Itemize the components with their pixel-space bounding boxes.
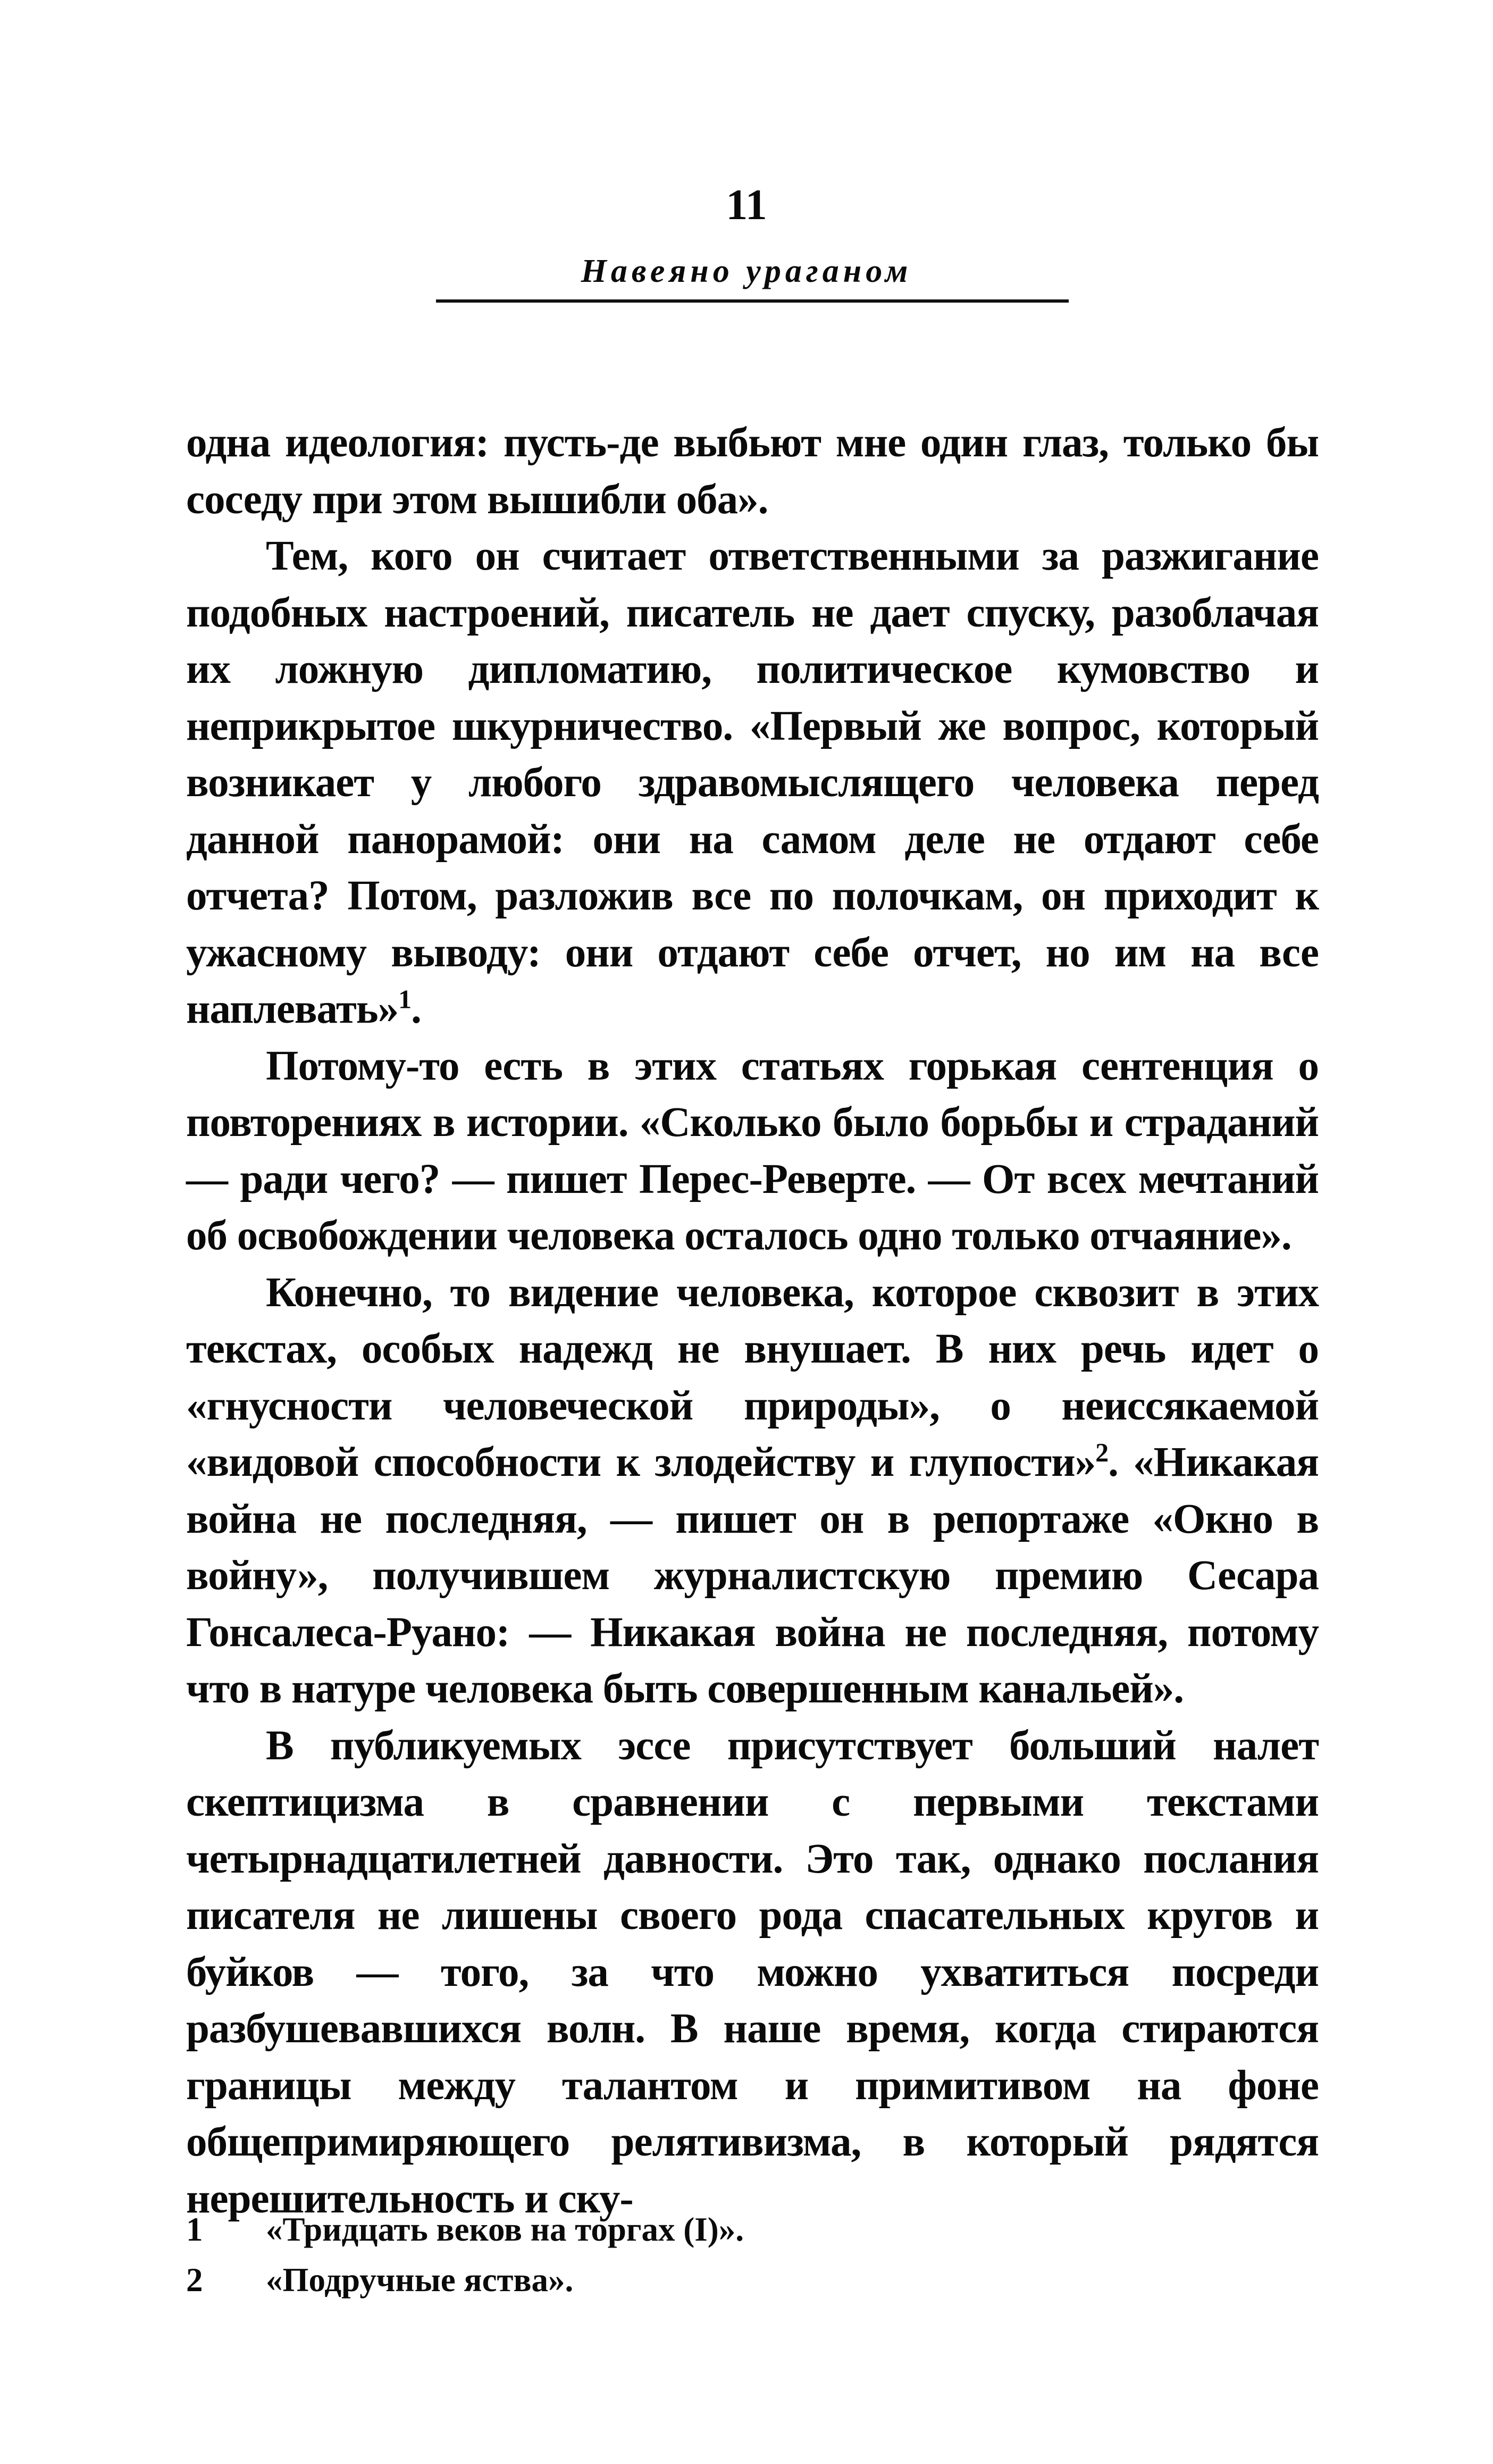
paragraph-1: одна идеология: пусть-де выбьют мне один глаз, только бы соседу при этом вышибли оба». (186, 420, 1319, 523)
paragraph-4-text-b: . «Никакая война не последняя, — пишет он в репортаже «Окно в войну», получившем журналистскую премию Сесара Гонсалеса-Руано: — Никакая война не последняя, потому что в натуре человека быть совершенным канальей». (186, 1439, 1319, 1712)
footnote-2 (186, 2255, 1319, 2306)
footnote-ref-2: 2 (1095, 1437, 1109, 1467)
footnote-1 (186, 2204, 1319, 2255)
paragraph-3: Потому-то есть в этих статьях горькая сентенция о повторениях в истории. «Сколько было борьбы и страданий — ради чего? — пишет Перес-Реверте. — От всех мечтаний об освобождении человека осталось одно только отчаяние». (186, 1042, 1319, 1259)
footnote-text: «Подручные яства». (266, 2261, 574, 2299)
footnote-number: 1 (186, 2211, 203, 2248)
paragraph-2-end: . (411, 986, 421, 1032)
paragraph-4 (186, 1265, 1319, 1718)
paragraph-2 (186, 528, 1319, 1038)
footnote-number: 2 (186, 2261, 203, 2299)
footnotes (186, 2204, 1319, 2306)
paragraph-4-text-a: Конечно, то видение человека, которое сквозит в этих текстах, особых надежд не внушает. В них речь идет о «гнусности человеческой природы», о неиссякаемой «видовой способности к злодейству и глупости» (186, 1269, 1319, 1485)
running-title: Навеяно ураганом (581, 253, 912, 289)
header-rule (436, 299, 1069, 303)
footnote-text: «Тридцать веков на торгах (I)». (266, 2211, 744, 2248)
page-number: 11 (726, 180, 767, 229)
footnote-ref-1: 1 (398, 984, 412, 1014)
paragraph-5: В публикуемых эссе присутствует больший налет скептицизма в сравнении с первыми текстами четырнадцатилетней давности. Это так, однако послания писателя не лишены своего рода спасательных кругов и буйков — того, за что можно ухватиться посреди разбушевавшихся волн. В наше время, когда стираются границы между талантом и примитивом на фоне общепримиряющего релятивизма, в который рядятся нерешительность и ску- (186, 1722, 1319, 2222)
paragraph-2-text: Тем, кого он считает ответственными за разжигание подобных настроений, писатель не дает спуску, разоблачая их ложную дипломатию, политическое кумовство и неприкрытое шкурничество. «Первый же вопрос, который возникает у любого здравомыслящего человека перед данной панорамой: они на самом деле не отдают себе отчета? Потом, разложив все по полочкам, он приходит к ужасному выводу: они отдают себе отчет, но им на все наплевать» (186, 533, 1319, 1032)
body-text (186, 415, 1319, 2227)
